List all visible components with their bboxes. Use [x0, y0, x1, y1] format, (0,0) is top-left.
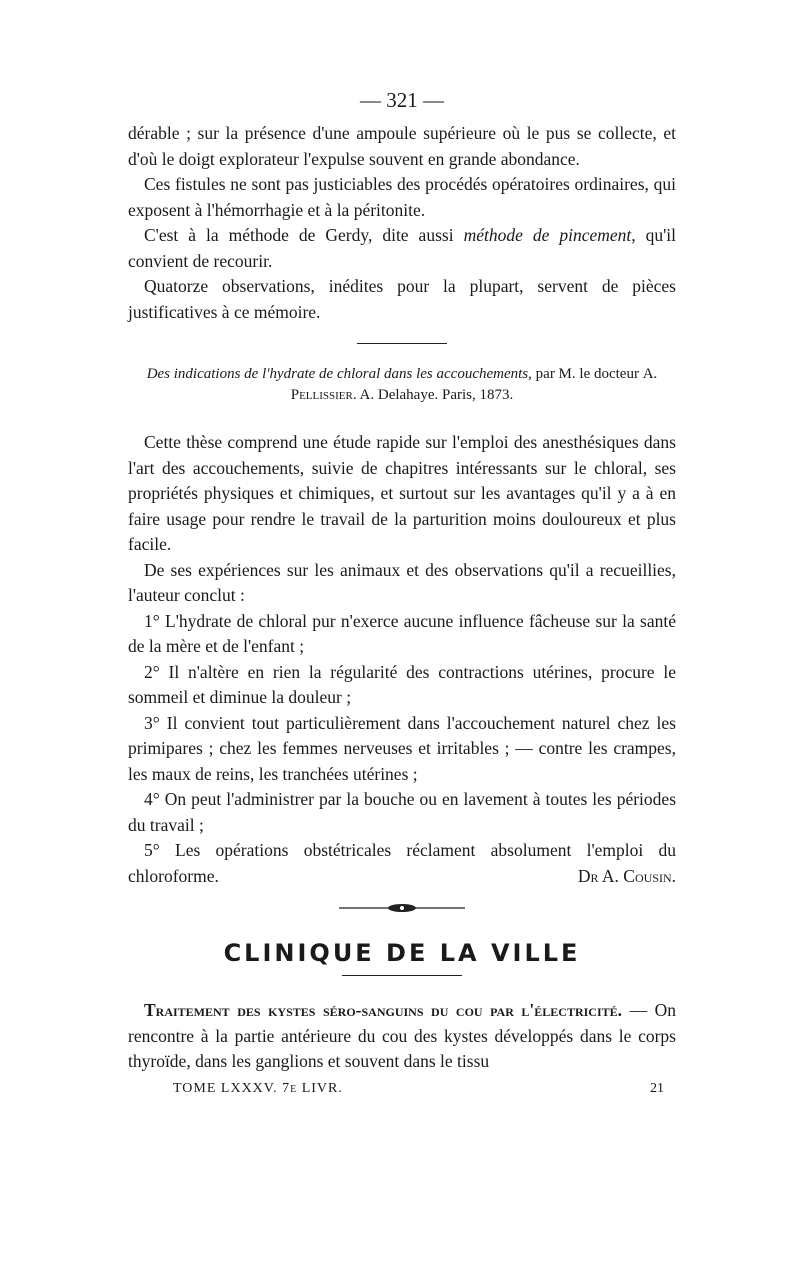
- review-title: [128, 364, 676, 406]
- review-by: par M. le docteur: [531, 366, 643, 382]
- section-rule: [342, 975, 462, 976]
- review-book-title: Des indications de l'hydrate de chloral dans les accouchements,: [146, 366, 532, 382]
- conclusion-item-text: 5° Les opérations obstétricales réclament absolument l'emploi du chloroforme.: [128, 840, 676, 886]
- article-paragraph: [128, 998, 676, 1075]
- fistules-paragraph: Ces fistules ne sont pas justiciables des procédés opératoires ordinaires, qui exposent à l'hémorrhagie et à la péritonite.: [128, 174, 676, 220]
- review-publisher: A. Delahaye. Paris, 1873.: [356, 387, 514, 403]
- review-paragraph: Cette thèse comprend une étude rapide sur l'emploi des anesthésiques dans l'art des accouchements, suivie de chapitres intéressants sur le chloral, ses propriétés physiques et chimiques, et surtout sur les avantages qu'il y a à en faire usage pour rendre le travail de la parturition moins douloureux et plus facile.: [128, 432, 676, 554]
- conclusion-item: 1° L'hydrate de chloral pur n'exerce aucune influence fâcheuse sur la santé de la mère et de l'enfant ;: [128, 610, 676, 656]
- review-author: A. Pellissier.: [290, 366, 658, 403]
- review-signature: Dr A. Cousin.: [577, 865, 676, 886]
- page-footer: [128, 1081, 676, 1097]
- divider-rule: [357, 343, 447, 344]
- footer-volume: TOME LXXXV. 7e LIVR.: [173, 1080, 343, 1096]
- article-heading: Traitement des kystes séro-sanguins du cou par l'électricité.: [144, 1000, 623, 1020]
- conclusion-item: 3° Il convient tout particulièrement dans l'accouchement naturel chez les primipares ; chez les femmes nerveuses et irritables ; — contre les crampes, les maux de reins, les tranchées utérines ;: [128, 712, 676, 784]
- quatorze-paragraph: Quatorze observations, inédites pour la plupart, servent de pièces justificatives à ce mémoire.: [128, 276, 676, 322]
- conclusion-item-5: [128, 838, 676, 889]
- gerdy-method-italic: méthode de pincement,: [463, 225, 636, 245]
- page-number: — 321 —: [360, 88, 444, 112]
- section-title: CLINIQUE DE LA VILLE: [223, 939, 581, 967]
- gerdy-paragraph: [128, 223, 676, 274]
- gerdy-text-before: C'est à la méthode de Gerdy, dite aussi: [144, 225, 464, 245]
- review-paragraph: De ses expériences sur les animaux et des observations qu'il a recueillies, l'auteur conclut :: [128, 559, 676, 605]
- conclusion-item: 2° Il n'altère en rien la régularité des contractions utérines, procure le sommeil et diminue la douleur ;: [128, 661, 676, 707]
- page: [128, 88, 676, 1097]
- gerdy-text-after: qu'il convient de recourir.: [128, 225, 677, 271]
- conclusion-item: 4° On peut l'administrer par la bouche ou en lavement à toutes les périodes du travail ;: [128, 789, 676, 835]
- continuation-paragraph: dérable ; sur la présence d'une ampoule supérieure où le pus se collecte, et d'où le doigt explorateur l'expulse souvent en grande abondance.: [128, 123, 676, 169]
- footer-signature-number: 21: [650, 1080, 664, 1096]
- ornament-divider: [337, 901, 467, 915]
- article-body: — On rencontre à la partie antérieure du cou des kystes développés dans le corps thyroïde, dans les ganglions et souvent dans le tissu: [128, 1000, 677, 1071]
